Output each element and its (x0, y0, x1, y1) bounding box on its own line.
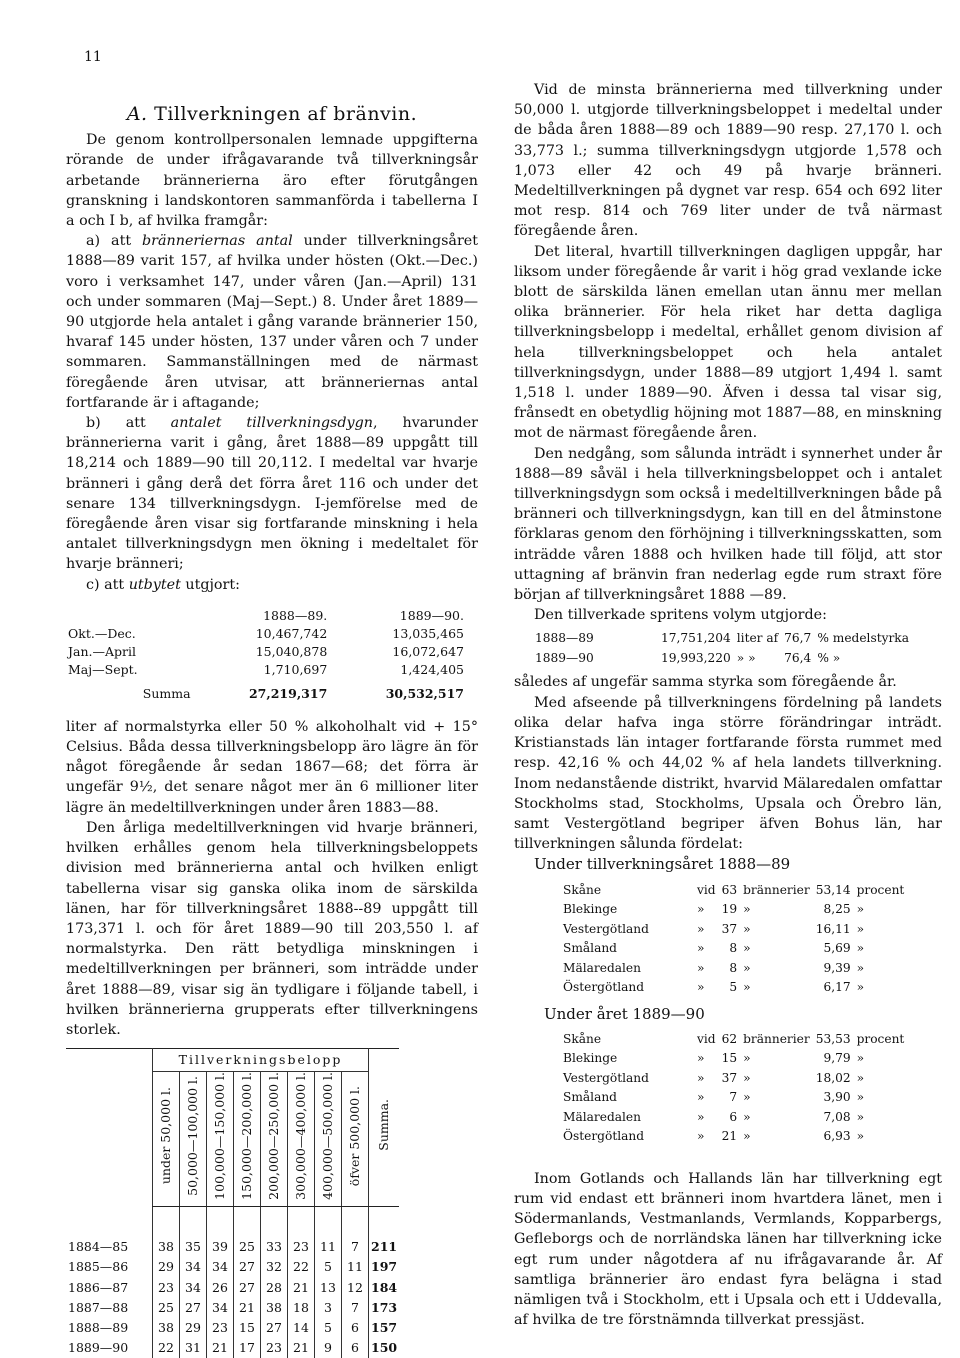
region-region: Småland (563, 941, 617, 956)
production-cell: 23 (288, 1237, 315, 1257)
region-region: Blekinge (563, 902, 618, 917)
production-year: 1888—89 (68, 1319, 129, 1335)
region-region: Skåne (563, 882, 602, 897)
right-paragraph-3: Den nedgång, som sålunda inträdt i synnerhet under år 1888—89 såväl i hela tillverkningsbeloppet och i antalet tillverkningsdygn som också i medeltillverkningen både på bränneri och tillverkningsdygn, kan till en del åtminstone förklaras genom den förhöjning i tillverkningsskatten, som inträdde våren 1888 och hvilken hade till följd, att stor uttagning af bränvin fran nederlag egde rum straxt före början af tillverkningsåret 1888 —89. (514, 445, 942, 604)
region-pre: » (697, 1109, 705, 1124)
region-pct: 8,25 (823, 902, 851, 917)
region-unit: » (743, 921, 751, 936)
year1-title: Under tillverkningsåret 1888—89 (534, 855, 791, 874)
region-region: Skåne (563, 1031, 602, 1046)
production-cell: 13 (315, 1278, 342, 1298)
region-pct: 6,17 (823, 980, 851, 995)
production-cell: 35 (180, 1237, 207, 1257)
production-year: 1884—85 (68, 1239, 129, 1255)
region-unit: » (743, 941, 751, 956)
region-suffix: » (856, 1109, 865, 1124)
region-n: 7 (729, 1090, 738, 1105)
region-pct: 3,90 (823, 1090, 851, 1105)
page-number: 11 (84, 49, 102, 65)
year2-title: Under året 1889—90 (544, 1004, 705, 1023)
production-row (66, 1338, 399, 1358)
production-cell: 25 (234, 1237, 261, 1257)
region-table-1888 (560, 881, 907, 998)
production-cell: 12 (342, 1278, 369, 1298)
yield-value: 1,424,405 (400, 661, 464, 677)
yield-row (66, 643, 466, 661)
region-pre: » (697, 902, 705, 917)
region-suffix: » (856, 1090, 865, 1105)
production-cell: 150 (369, 1338, 400, 1358)
region-suffix: » (856, 941, 865, 956)
production-year: 1886—87 (68, 1279, 129, 1295)
production-cell: 15 (234, 1318, 261, 1338)
column-header: öfver 500,000 l. (342, 1072, 369, 1207)
region-n: 37 (721, 1070, 738, 1085)
region-row (560, 1108, 907, 1128)
region-unit: » (743, 1070, 751, 1085)
region-pre: vid (697, 1031, 716, 1046)
production-row (66, 1237, 399, 1257)
region-table-1889 (560, 1030, 907, 1147)
region-pct: 7,08 (823, 1109, 851, 1124)
production-cell: 32 (261, 1257, 288, 1277)
region-row (560, 959, 907, 979)
yield-value: 13,035,465 (392, 625, 464, 641)
paragraph-2: Den årliga medeltillverkningen vid hvarje bränneri, hvilken erhålles genom hela tillverkningsbeloppets division med brännerierna antal och hvilken enligt tabellerna visar sig ganska olika inom de särskilda länen, har för tillverkningsåret 1888--89 uppgått till 173,371 l. och för året 1889—90 till 203,550 l. af normalstyrka. Den rätt betydliga minskningen i medeltillverkningen per bränneri, som inträdde under året 1888—89, visar sig än tydligare i följande tabell, i hvilken brännerierna grupperats efter tillverkningens storlek. (66, 819, 478, 1038)
production-cell: 6 (342, 1338, 369, 1358)
production-cell: 29 (180, 1318, 207, 1338)
production-cell: 28 (261, 1278, 288, 1298)
paragraph-b: b) att antalet tillverkningsdygn, hvarunder brännerierna varit i gång, året 1888—89 uppgått till 18,214 och 1889—90 till 20,112. I medeltal var hvarje bränneri i gång derå det förra året 116 och under det senare 134 tillverkningsdygn. I-jemförelse med de föregående åren visar sig fortfarande minskning i hela antalet tillverkningsdygn men ökning i medeltalet för hvarje bränneri; (66, 415, 478, 573)
volume-row: 1889—90 19,993,220 » » 76,4 % » (535, 650, 841, 665)
region-pre: vid (697, 882, 716, 897)
production-cell: 33 (261, 1237, 288, 1257)
yield-label: Okt.—Dec. (68, 625, 136, 641)
region-unit: » (743, 960, 751, 975)
production-row (66, 1318, 399, 1338)
region-n: 8 (729, 941, 738, 956)
region-suffix: » (856, 1129, 865, 1144)
production-cell: 38 (153, 1318, 180, 1338)
section-letter: A. (126, 103, 148, 125)
region-region: Vestergötland (563, 1070, 649, 1085)
yield-label: Maj—Sept. (68, 661, 138, 677)
emphasis-a: bränneriernas antal (142, 233, 293, 250)
region-pre: » (697, 1129, 705, 1144)
yield-table (66, 607, 466, 703)
production-cell: 157 (369, 1318, 400, 1338)
emphasis-c: utbytet (128, 576, 181, 593)
production-cell: 26 (207, 1278, 234, 1298)
production-cell: 184 (369, 1278, 400, 1298)
production-cell: 27 (180, 1298, 207, 1318)
region-suffix: » (856, 1070, 865, 1085)
region-row (560, 1127, 907, 1147)
region-n: 62 (721, 1031, 738, 1046)
production-cell: 25 (153, 1298, 180, 1318)
production-cell: 23 (261, 1338, 288, 1358)
production-cell: 34 (180, 1278, 207, 1298)
production-cell: 34 (207, 1298, 234, 1318)
yield-header: 1889—90. (399, 607, 464, 623)
region-suffix: » (856, 980, 865, 995)
region-row (560, 920, 907, 940)
region-suffix: » (856, 1051, 865, 1066)
region-suffix: » (856, 960, 865, 975)
region-n: 6 (729, 1109, 738, 1124)
region-suffix: » (856, 921, 865, 936)
region-unit: brännerier (743, 882, 810, 897)
region-unit: » (743, 1090, 751, 1105)
paragraph-c: c) att utbytet utgjort: (86, 576, 240, 593)
production-cell: 22 (153, 1338, 180, 1358)
production-cell: 38 (261, 1298, 288, 1318)
column-header: 100,000—150,000 l. (207, 1072, 234, 1207)
region-row (560, 1030, 907, 1050)
production-cell: 173 (369, 1298, 400, 1318)
emphasis-b: antalet tillverkningsdygn (170, 415, 373, 432)
production-cell: 9 (315, 1338, 342, 1358)
production-year: 1887—88 (68, 1299, 129, 1315)
region-pct: 18,02 (815, 1070, 851, 1085)
production-cell: 21 (207, 1338, 234, 1358)
region-n: 21 (721, 1129, 738, 1144)
production-cell: 38 (153, 1237, 180, 1257)
right-paragraph-5: således af ungefär samma styrka som föregående år. (514, 674, 897, 691)
region-region: Östergötland (563, 980, 645, 995)
region-region: Mälaredalen (563, 960, 641, 975)
region-pre: » (697, 1051, 705, 1066)
yield-value: 10,467,742 (255, 625, 328, 641)
region-row (560, 939, 907, 959)
region-unit: brännerier (743, 1031, 810, 1046)
right-column (514, 80, 942, 1330)
production-cell: 17 (234, 1338, 261, 1358)
region-pre: » (697, 941, 705, 956)
region-region: Mälaredalen (563, 1109, 641, 1124)
region-n: 19 (721, 902, 738, 917)
region-region: Blekinge (563, 1051, 618, 1066)
region-pct: 5,69 (823, 941, 851, 956)
production-cell: 21 (234, 1298, 261, 1318)
region-row (560, 1049, 907, 1069)
column-header: 300,000—400,000 l. (288, 1072, 315, 1207)
region-pct: 53,14 (815, 882, 851, 897)
yield-header: 1888—89. (263, 607, 328, 623)
region-unit: » (743, 1109, 751, 1124)
production-cell: 22 (288, 1257, 315, 1277)
production-cell: 27 (234, 1257, 261, 1277)
production-cell: 11 (342, 1257, 369, 1277)
region-pct: 16,11 (815, 921, 851, 936)
region-unit: » (743, 902, 751, 917)
region-row (560, 900, 907, 920)
yield-label: Jan.—April (68, 643, 136, 659)
yield-value: 15,040,878 (255, 643, 328, 659)
right-paragraph-2: Det literal, hvartill tillverkningen dagligen uppgår, har liksom under föregående år varit i hög grad vexlande icke blott de särskilda länen emellan utan ännu mer mellan olika brännerier. För hela riket har detta dagliga tillverkningsbelopp i medeltal, erhållet genom division af hela tillverkningsbeloppet och hela antalet tillverkningsdygn, under 1888—89 utgjort 1,494 l. samt 1,518 l. under 1889—90. Äfven i dessa tal visar sig, frånsedt en obetydlig höjning mot 1887—88, en minskning mot de närmast föregående åren. (514, 243, 942, 442)
left-column (66, 104, 478, 1358)
region-unit: » (743, 1051, 751, 1066)
column-header: 150,000—200,000 l. (234, 1072, 261, 1207)
production-cell: 5 (315, 1318, 342, 1338)
yield-row (66, 661, 466, 679)
production-cell: 211 (369, 1237, 400, 1257)
region-pct: 53,53 (815, 1031, 851, 1046)
production-cell: 23 (207, 1318, 234, 1338)
production-cell: 14 (288, 1318, 315, 1338)
paragraph-a: a) att bränneriernas antal under tillverkningsåret 1888—89 varit 157, af hvilka under hösten (Okt.—Dec.) voro i verksamhet 147, under våren (Jan.—April) 131 och under sommaren (Maj—Sept.) 8. Under året 1889—90 utgjorde hela antalet i gång varande brännerier 150, hvaraf 145 under hösten, 137 under våren och 7 under sommaren. Sammanställningen med de närmast föregående åren utvisar, att bränneriernas antal fortfarande är i aftagande; (66, 233, 478, 411)
region-unit: » (743, 980, 751, 995)
intro-paragraph: De genom kontrollpersonalen lemnade uppgifterna rörande de under ifrågavarande två tillverkningsår arbetande brännerierna äro efter förutgången granskning i landskontoren sammanförda i tabellerna I a och I b, af hvilka framgår: (66, 132, 478, 230)
production-row (66, 1278, 399, 1298)
region-n: 5 (729, 980, 738, 995)
region-suffix: procent (856, 882, 905, 897)
column-header: 200,000—250,000 l. (261, 1072, 288, 1207)
production-cell: 18 (288, 1298, 315, 1318)
right-paragraph-1: Vid de minsta brännerierna med tillverkning under 50,000 l. utgjorde tillverkningsbeloppet i medeltal under de båda åren 1888—89 och 1889—90 resp. 27,170 l. och 33,773 l.; summa tillverkningsdygn utgjorde 1,578 och 1,073 eller 42 och 49 på hvarje bränneri. Medeltillverkningen på dygnet var resp. 654 och 692 liter mot resp. 814 och 769 liter under de två närmast föregående åren. (514, 82, 942, 240)
yield-value: 16,072,647 (392, 643, 464, 659)
column-header: Summa. (369, 1049, 400, 1207)
region-n: 15 (721, 1051, 738, 1066)
region-n: 8 (729, 960, 738, 975)
production-row (66, 1298, 399, 1318)
region-n: 37 (721, 921, 738, 936)
right-paragraph-7: Inom Gotlands och Hallands län har tillverkning egt rum vid endast ett bränneri inom hvartdera länet, men i Södermanlands, Vestmanlands, Vermlands, Kopparbergs, Gefleborgs och de norrländska länen har tillverkning icke egt rum under någotdera af nu ifrågavarande år. Af samtliga brännerier äro endast fyra belägna i stad nämligen två i Stockholm, ett i Upsala och ett i Uddevalla, af hvilka de tre förstnämnda tillverkat pressjäst. (514, 1170, 942, 1329)
production-cell: 29 (153, 1257, 180, 1277)
production-year: 1889—90 (68, 1340, 129, 1356)
production-cell: 11 (315, 1237, 342, 1257)
production-cell: 5 (315, 1257, 342, 1277)
production-cell: 6 (342, 1318, 369, 1338)
production-cell: 197 (369, 1257, 400, 1277)
production-cell: 7 (342, 1237, 369, 1257)
region-pct: 6,93 (823, 1129, 851, 1144)
region-row (560, 978, 907, 998)
production-cell: 3 (315, 1298, 342, 1318)
after-table-paragraph: liter af normalstyrka eller 50 % alkoholhalt vid + 15° Celsius. Båda dessa tillverkningsbelopp äro lägre än för något föregående år sedan 1867—68; det förra är ungefär 9½, det senare något mer än 6 millioner liter lägre än medeltillverkningen under åren 1883—88. (66, 718, 478, 816)
region-region: Östergötland (563, 1129, 645, 1144)
production-caption: Tillverkningsbelopp (153, 1049, 369, 1072)
production-cell: 23 (153, 1278, 180, 1298)
region-pct: 9,39 (823, 960, 851, 975)
volume-table (532, 629, 912, 668)
yield-row (66, 625, 466, 643)
column-header: under 50,000 l. (153, 1072, 180, 1207)
region-pre: » (697, 980, 705, 995)
region-unit: » (743, 1129, 751, 1144)
region-n: 63 (721, 882, 738, 897)
right-paragraph-4: Den tillverkade spritens volym utgjorde: (534, 607, 827, 624)
column-header: 50,000—100,000 l. (180, 1072, 207, 1207)
region-pct: 9,79 (823, 1051, 851, 1066)
section-title (66, 104, 478, 124)
region-suffix: » (856, 902, 865, 917)
yield-sum-value: 27,219,317 (248, 685, 328, 701)
right-paragraph-6: Med afseende på tillverkningens fördelning på landets olika delar hafva inga större förändringar inträdt. Kristianstads län intager fortfarande första rummet med resp. 42,16 % och 44,02 % af hela landets tillverkning. Inom nedanstående distrikt, hvarvid Mälaredalen omfattar Stockholms stad, Stockholms, Upsala och Örebro län, samt Vestergötland begriper äfven Bohus län, har tillverkningen sålunda fördelat: (514, 694, 942, 853)
production-cell: 27 (261, 1318, 288, 1338)
yield-sum-value: 30,532,517 (385, 685, 464, 701)
production-cell: 34 (207, 1257, 234, 1277)
section-title-text: Tillverkningen af bränvin. (154, 103, 418, 125)
production-table (66, 1048, 399, 1358)
production-row (66, 1257, 399, 1277)
production-cell: 34 (180, 1257, 207, 1277)
region-row (560, 881, 907, 901)
production-cell: 7 (342, 1298, 369, 1318)
production-year: 1885—86 (68, 1259, 129, 1275)
yield-sum-label: Summa (142, 685, 191, 701)
region-pre: » (697, 1090, 705, 1105)
production-cell: 27 (234, 1278, 261, 1298)
yield-value: 1,710,697 (263, 661, 328, 677)
region-pre: » (697, 960, 705, 975)
region-row (560, 1088, 907, 1108)
volume-row: 1888—89 17,751,204 liter af 76,7 % medelstyrka (535, 631, 909, 646)
production-cell: 21 (288, 1278, 315, 1298)
region-row (560, 1069, 907, 1089)
region-suffix: procent (856, 1031, 905, 1046)
region-region: Vestergötland (563, 921, 649, 936)
region-pre: » (697, 921, 705, 936)
column-header: 400,000—500,000 l. (315, 1072, 342, 1207)
production-cell: 39 (207, 1237, 234, 1257)
production-cell: 21 (288, 1338, 315, 1358)
yield-sum-row (66, 679, 466, 703)
region-pre: » (697, 1070, 705, 1085)
production-cell: 31 (180, 1338, 207, 1358)
region-region: Småland (563, 1090, 617, 1105)
